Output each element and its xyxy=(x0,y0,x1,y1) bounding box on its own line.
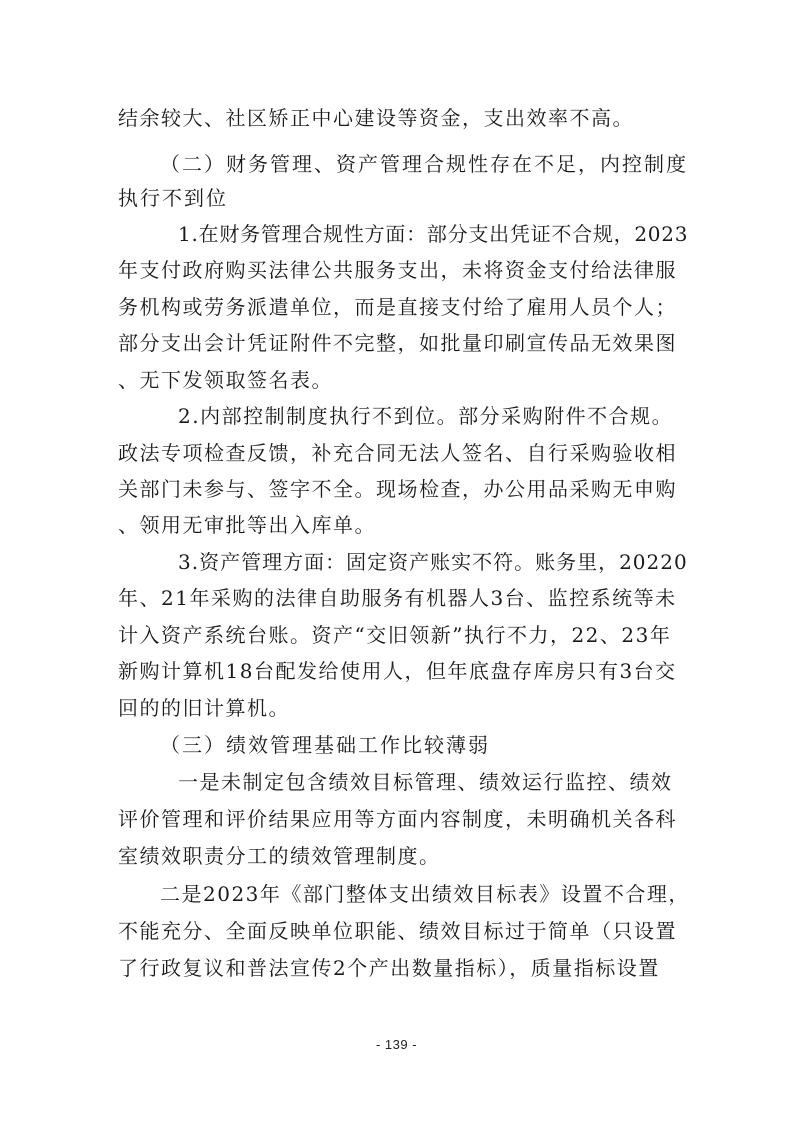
text-line: 计入资产系统台账。资产“交旧领新”执行不力，22、23年 xyxy=(118,623,672,647)
text-line: 年支付政府购买法律公共服务支出，未将资金支付给法律服 xyxy=(118,258,677,282)
text-line: 1.在财务管理合规性方面：部分支出凭证不合规，2023 xyxy=(178,222,689,246)
text-line: 一是未制定包含绩效目标管理、绩效运行监控、绩效 xyxy=(178,770,673,794)
text-line: 部分支出会计凭证附件不完整，如批量印刷宣传品无效果图 xyxy=(118,331,677,355)
text-line: 年、21年采购的法律自助服务有机器人3台、监控系统等未 xyxy=(118,586,677,610)
section-heading-continued: 执行不到位 xyxy=(118,186,228,210)
text-line: 3.资产管理方面：固定资产账实不符。账务里，20220 xyxy=(178,550,688,574)
text-line: 、无下发领取签名表。 xyxy=(118,368,333,392)
text-line: 2.内部控制制度执行不到位。部分采购附件不合规。 xyxy=(178,404,674,428)
text-line: 了行政复议和普法宣传2个产出数量指标），质量指标设置 xyxy=(118,956,660,980)
text-line: 务机构或劳务派遣单位，而是直接支付给了雇用人员个人； xyxy=(118,295,677,319)
text-line: 评价管理和评价结果应用等方面内容制度，未明确机关各科 xyxy=(118,807,677,831)
text-line: 、领用无审批等出入库单。 xyxy=(118,513,376,537)
text-line: 二是2023年《部门整体支出绩效目标表》设置不合理， xyxy=(160,882,690,906)
section-heading: （三）绩效管理基础工作比较薄弱 xyxy=(160,733,490,757)
text-line: 新购计算机18台配发给使用人，但年底盘存库房只有3台交 xyxy=(118,659,677,683)
text-line: 结余较大、社区矫正中心建设等资金，支出效率不高。 xyxy=(118,106,634,130)
text-line: 不能充分、全面反映单位职能、绩效目标过于简单（只设置 xyxy=(118,919,677,943)
section-heading: （二）财务管理、资产管理合规性存在不足，内控制度 xyxy=(160,152,688,176)
text-line: 政法专项检查反馈，补充合同无法人签名、自行采购验收相 xyxy=(118,441,677,465)
text-line: 关部门未参与、签字不全。现场检查，办公用品采购无申购 xyxy=(118,477,677,501)
text-line: 室绩效职责分工的绩效管理制度。 xyxy=(118,844,441,868)
text-line: 回的的旧计算机。 xyxy=(118,696,290,720)
page-number: - 139 - xyxy=(375,1037,418,1052)
